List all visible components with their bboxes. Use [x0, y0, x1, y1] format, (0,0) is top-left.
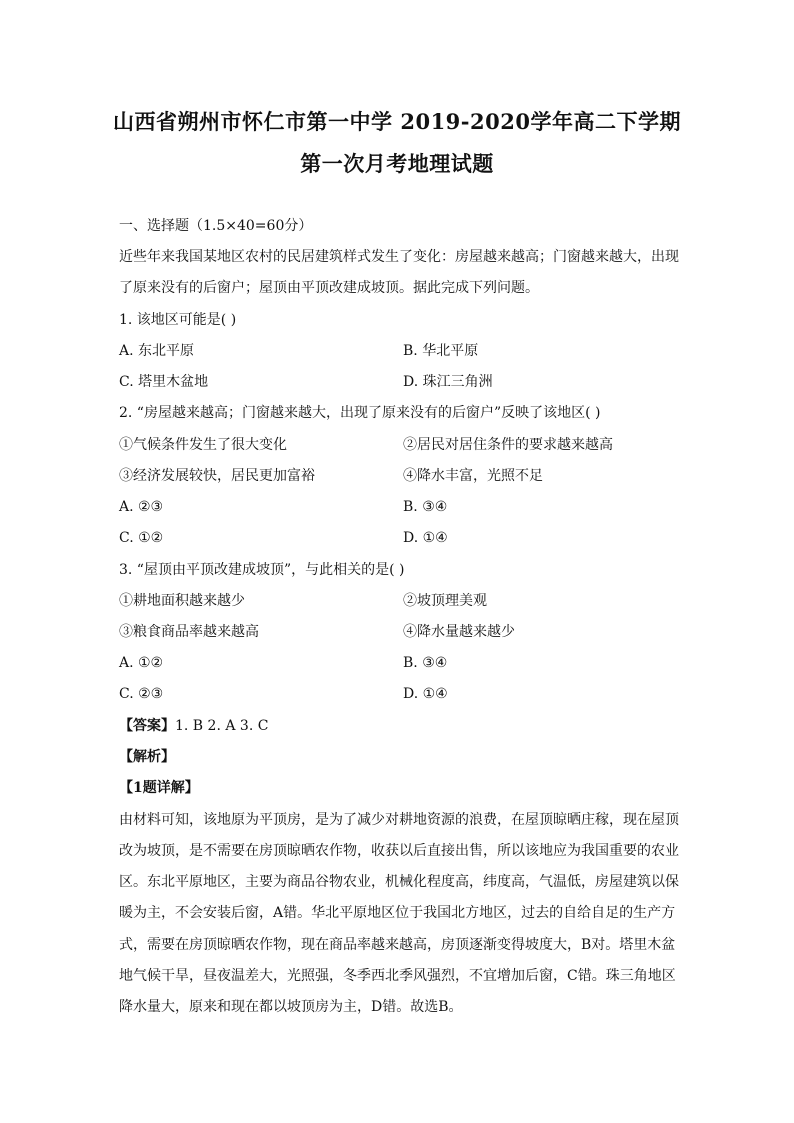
exam-title-line1: 山西省朔州市怀仁市第一中学 2019-2020学年高二下学期 — [113, 109, 681, 134]
answer-text: 1. B 2. A 3. C — [175, 718, 269, 734]
analysis-line: 暖为主，不会安装后窗，A错。华北平原地区位于我国北方地区，过去的自给自足的生产方 — [119, 905, 676, 921]
q2-option-b: B. ③④ — [403, 499, 448, 515]
q3-option-c: C. ②③ — [119, 686, 164, 702]
q1-option-a: A. 东北平原 — [119, 343, 195, 359]
q1-option-c: C. 塔里木盆地 — [119, 374, 209, 390]
q3-item-4: ④降水量越来越少 — [403, 624, 515, 640]
q2-item-2: ②居民对居住条件的要求越来越高 — [403, 437, 613, 453]
analysis-heading: 【解析】 — [119, 749, 175, 765]
material-text-line1: 近些年来我国某地区农村的民居建筑样式发生了变化：房屋越来越高；门窗越来越大，出现 — [119, 249, 679, 265]
q2-stem: 2. “房屋越来越高；门窗越来越大，出现了原来没有的后窗户”反映了该地区( ) — [119, 405, 601, 421]
analysis-line: 地气候干旱，昼夜温差大，光照强，冬季西北季风强烈，不宜增加后窗，C错。珠三角地区 — [119, 968, 676, 984]
answer-row — [119, 716, 268, 736]
q3-item-3: ③粮食商品率越来越高 — [119, 624, 259, 640]
analysis-line: 由材料可知，该地原为平顶房，是为了减少对耕地资源的浪费，在屋顶晾晒庄稼，现在屋顶 — [119, 812, 679, 828]
q2-option-c: C. ①② — [119, 530, 164, 546]
q1-option-b: B. 华北平原 — [403, 343, 479, 359]
q2-option-a: A. ②③ — [119, 499, 164, 515]
analysis-line: 改为坡顶，是不需要在房顶晾晒农作物，收获以后直接出售，所以该地应为我国重要的农业 — [119, 843, 679, 859]
q3-item-2: ②坡顶理美观 — [403, 593, 487, 609]
exam-title-line2: 第一次月考地理试题 — [300, 151, 494, 176]
analysis-detail-heading: 【1题详解】 — [119, 780, 199, 796]
q3-option-b: B. ③④ — [403, 655, 448, 671]
q2-item-3: ③经济发展较快，居民更加富裕 — [119, 468, 315, 484]
q3-stem: 3. “屋顶由平顶改建成坡顶”，与此相关的是( ) — [119, 562, 405, 578]
q3-item-1: ①耕地面积越来越少 — [119, 593, 245, 609]
q2-option-d: D. ①④ — [403, 530, 448, 546]
q3-option-a: A. ①② — [119, 655, 164, 671]
answer-label: 【答案】 — [119, 718, 175, 734]
analysis-line: 区。东北平原地区，主要为商品谷物农业，机械化程度高，纬度高，气温低，房屋建筑以保 — [119, 874, 679, 890]
q1-option-d: D. 珠江三角洲 — [403, 374, 493, 390]
section-heading: 一、选择题（1.5×40=60分） — [119, 218, 313, 234]
q1-stem: 1. 该地区可能是( ) — [119, 312, 237, 328]
material-text-line2: 了原来没有的后窗户；屋顶由平顶改建成坡顶。据此完成下列问题。 — [119, 280, 539, 296]
q3-option-d: D. ①④ — [403, 686, 448, 702]
q2-item-4: ④降水丰富，光照不足 — [403, 468, 543, 484]
q2-item-1: ①气候条件发生了很大变化 — [119, 437, 287, 453]
analysis-line: 式，需要在房顶晾晒农作物，现在商品率越来越高，房顶逐渐变得坡度大，B对。塔里木盆 — [119, 937, 676, 953]
analysis-line: 降水量大，原来和现在都以坡顶房为主，D错。故选B。 — [119, 999, 463, 1015]
